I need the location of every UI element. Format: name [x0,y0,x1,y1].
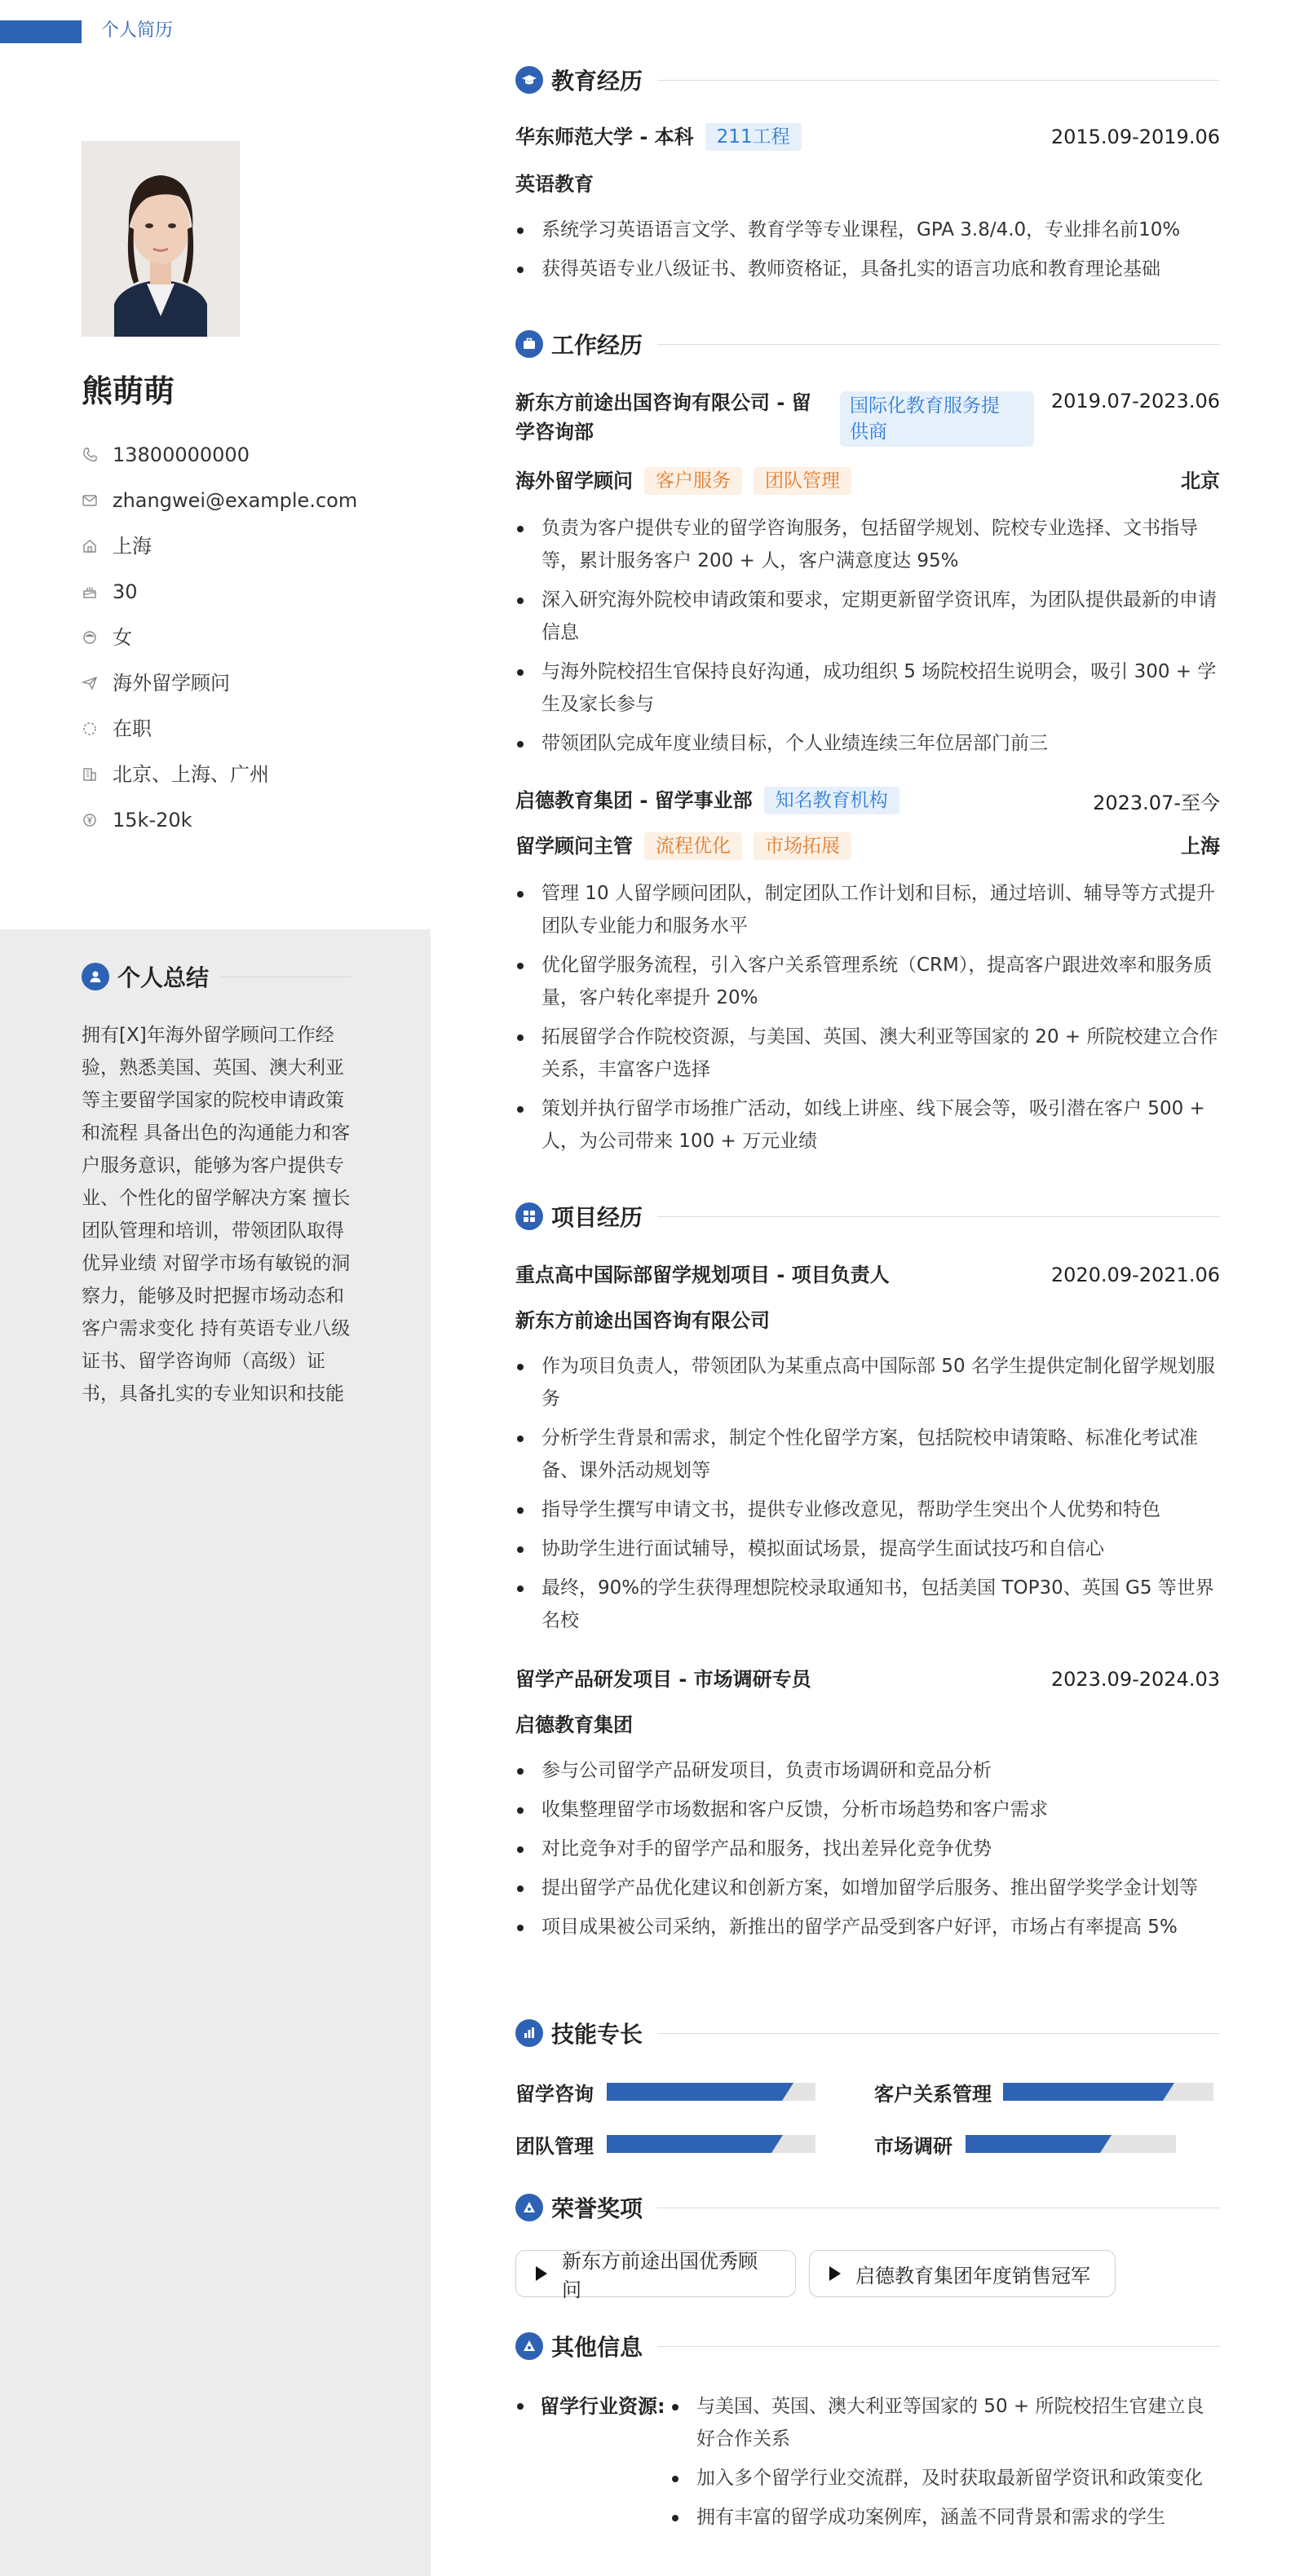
list-item: 获得英语专业八级证书、教师资格证，具备扎实的语言功底和教育理论基础 [515,253,1220,285]
mail-icon [82,492,98,509]
projects-title: 项目经历 [551,1204,643,1231]
skill-item-research [874,2128,1176,2160]
gender-icon [82,629,98,646]
project-2-name: 留学产品研发项目 - 市场调研专员 [515,1668,811,1691]
job-2-role-row [515,831,1220,861]
cake-icon [82,584,98,600]
project-1-bullets [515,1350,1220,1643]
job-2-bullets [515,877,1220,1164]
list-item: 协助学生进行面试辅导，模拟面试场景，提高学生面试技巧和自信心 [515,1533,1220,1565]
list-item: 与美国、英国、澳大利亚等国家的 50 + 所院校招生官建立良好合作关系 [670,2390,1220,2455]
list-item: 管理 10 人留学顾问团队，制定团队工作计划和目标，通过培训、辅导等方式提升团队专业能力和服务水平 [515,877,1220,942]
education-row [515,122,1220,152]
education-school: 华东师范大学 - 本科 [515,126,694,148]
project-2-header [515,1665,1220,1694]
skills-title: 技能专长 [551,2021,643,2048]
list-item: 收集整理留学市场数据和客户反馈，分析市场趋势和客户需求 [515,1793,1220,1826]
info-cities: 北京、上海、广州 [113,763,269,786]
play-icon [536,2266,547,2281]
project-2-org-row [515,1710,1220,1740]
info-icon [515,2332,543,2360]
list-item: 最终，90%的学生获得理想院校录取通知书，包括美国 TOP30、英国 G5 等世界名校 [515,1572,1220,1637]
list-item: 拓展留学合作院校资源，与美国、英国、澳大利亚等国家的 20 + 所院校建立合作关系，丰富客户选择 [515,1021,1220,1086]
skill-label: 市场调研 [874,2134,952,2158]
skill-bar [607,2083,815,2101]
job-1-period: 2019.07-2023.06 [1050,390,1220,412]
skill-item-consulting [515,2075,815,2108]
info-row-salary [82,797,424,843]
profile-name: 熊萌萌 [82,373,175,409]
other-label: 留学行业资源: [540,2395,665,2418]
education-title: 教育经历 [551,68,643,95]
list-item: 加入多个留学行业交流群，及时获取最新留学资讯和政策变化 [670,2462,1220,2494]
info-email: zhangwei@example.com [113,489,358,512]
skill-item-team [515,2128,815,2160]
briefcase-icon [515,330,543,358]
skill-bar [1003,2083,1213,2101]
list-item: 项目成果被公司采纳，新推出的留学产品受到客户好评，市场占有率提高 5% [515,1911,1220,1943]
education-period: 2015.09-2019.06 [1050,126,1220,148]
phone-icon [82,447,98,463]
job-2-period: 2023.07-至今 [1093,791,1220,814]
project-2-org: 启德教育集团 [515,1714,633,1736]
project-1-org-row [515,1306,1220,1335]
education-header [515,64,1220,96]
sidebar [0,0,431,2576]
skill-bar [607,2135,815,2153]
list-item: 与海外院校招生官保持良好沟通，成功组织 5 场院校招生说明会，吸引 300 + 学生及家长参与 [515,655,1220,721]
project-1-name: 重点高中国际部留学规划项目 - 项目负责人 [515,1264,890,1286]
info-status: 在职 [113,717,152,740]
list-item: 分析学生背景和需求，制定个性化留学方案，包括院校申请策略、标准化考试准备、课外活动规划等 [515,1422,1220,1487]
list-item: 带领团队完成年度业绩目标，个人业绩连续三年位居部门前三 [515,727,1220,760]
education-bullets [515,214,1220,292]
project-1-header [515,1260,1220,1290]
education-tag: 211工程 [705,123,802,151]
user-icon [82,963,109,990]
job-1-tag-b: 团队管理 [754,467,851,495]
job-1-tag-line2: 供商 [850,421,887,443]
job-1-tag-line1: 国际化教育服务提 [850,395,1000,417]
job-1-role: 海外留学顾问 [515,470,633,492]
list-item: 拥有丰富的留学成功案例库，涵盖不同背景和需求的学生 [670,2501,1220,2534]
awards-header [515,2191,1220,2224]
info-location: 上海 [113,535,152,558]
projects-header [515,1200,1220,1233]
info-gender: 女 [113,626,132,649]
list-item: 作为项目负责人，带领团队为某重点高中国际部 50 名学生提供定制化留学规划服务 [515,1350,1220,1415]
job-1-tag [840,391,1034,447]
job-2-tag-b: 市场拓展 [754,832,851,860]
skills-divider [657,2033,1220,2034]
list-item: 系统学习英语语言文学、教育学等专业课程，GPA 3.8/4.0，专业排名前10% [515,214,1220,246]
grid-icon [515,1202,543,1230]
info-row-status [82,706,424,752]
list-item: 负责为客户提供专业的留学咨询服务，包括留学规划、院校专业选择、文书指导等，累计服务客户 200 + 人，客户满意度达 95% [515,512,1220,577]
info-salary: 15k-20k [113,809,192,831]
play-icon [829,2266,841,2281]
project-2-period: 2023.09-2024.03 [1050,1668,1220,1691]
work-title: 工作经历 [551,332,643,359]
awards-title: 荣誉奖项 [551,2195,643,2222]
other-bullet-dot [517,2403,524,2410]
work-header [515,328,1220,360]
info-position: 海外留学顾问 [113,672,230,695]
list-item: 对比竞争对手的留学产品和服务，找出差异化竞争优势 [515,1833,1220,1865]
skill-fill [966,2135,1100,2153]
send-icon [82,675,98,691]
job-2-tag-a: 流程优化 [644,832,742,860]
projects-divider [657,1216,1220,1217]
bar-chart-icon [515,2019,543,2047]
other-divider [657,2346,1220,2347]
building-icon [82,766,98,783]
award-label: 启德教育集团年度销售冠军 [855,2264,1090,2287]
contact-info-list [82,432,424,843]
info-row-phone [82,432,424,478]
job-1-company-line2: 学咨询部 [515,421,594,443]
skill-item-crm [874,2075,1213,2108]
info-row-age [82,569,424,615]
job-2-company: 启德教育集团 - 留学事业部 [515,789,753,812]
job-1-tag-a: 客户服务 [644,467,742,495]
award-icon [515,2194,543,2221]
job-2-role: 留学顾问主管 [515,835,633,858]
job-2-tag: 知名教育机构 [764,787,899,814]
award-item [809,2250,1116,2297]
work-divider [657,344,1220,345]
education-major-row [515,170,1220,199]
status-icon [82,721,98,737]
skills-header [515,2017,1220,2049]
skill-fill [1003,2083,1163,2101]
list-item: 提出留学产品优化建议和创新方案，如增加留学后服务、推出留学奖学金计划等 [515,1872,1220,1904]
project-1-period: 2020.09-2021.06 [1050,1264,1220,1286]
skill-label: 客户关系管理 [874,2082,992,2106]
job-2-header [515,786,1220,815]
job-1-role-row [515,466,1220,496]
award-label: 新东方前途出国优秀顾问 [562,2250,758,2301]
job-1-city: 北京 [1181,470,1220,492]
skill-label: 团队管理 [515,2134,594,2158]
info-age: 30 [113,580,138,603]
graduation-cap-icon [515,66,543,94]
summary-text: 拥有[X]年海外留学顾问工作经验，熟悉美国、英国、澳大利亚等主要留学国家的院校申请政策和流程 具备出色的沟通能力和客户服务意识，能够为客户提供专业、个性化的留学解决方案 擅长团队管理和培训，带领团队取得优异业绩 对留学市场有敏锐的洞察力，能够及时把握市场动态和客户需求变化 持有英语专业八级证书、留学咨询师（高级）证书，具备扎实的专业知识和技能 [82,1025,351,1405]
resume-tag-bar [0,20,82,43]
award-item [515,2250,796,2301]
salary-icon [82,812,98,828]
job-1-header [515,388,1220,450]
info-row-gender [82,615,424,660]
list-item: 参与公司留学产品研发项目，负责市场调研和竞品分析 [515,1754,1220,1787]
job-2-city: 上海 [1181,835,1220,858]
resume-label: 个人简历 [101,20,174,41]
summary-header [82,960,351,993]
list-item: 深入研究海外院校申请政策和要求，定期更新留学资讯库，为团队提供最新的申请信息 [515,584,1220,649]
skill-fill [607,2135,771,2153]
skill-label: 留学咨询 [515,2082,594,2106]
home-icon [82,538,98,554]
skill-fill [607,2083,782,2101]
info-row-cities [82,752,424,797]
info-row-email [82,478,424,523]
other-bullets [670,2390,1220,2540]
info-row-location [82,523,424,569]
list-item: 策划并执行留学市场推广活动，如线上讲座、线下展会等，吸引潜在客户 500 + 人，为公司带来 100 + 万元业绩 [515,1092,1220,1158]
list-item: 指导学生撰写申请文书，提供专业修改意见，帮助学生突出个人优势和特色 [515,1493,1220,1526]
info-row-position [82,660,424,706]
project-2-bullets [515,1754,1220,1950]
education-major: 英语教育 [515,173,594,196]
job-1-company [515,388,833,447]
education-divider [657,80,1220,81]
list-item: 优化留学服务流程，引入客户关系管理系统（CRM），提高客户跟进效率和服务质量，客户转化率提升 20% [515,949,1220,1014]
summary-title: 个人总结 [117,964,210,991]
other-header [515,2330,1220,2362]
job-1-bullets [515,512,1220,766]
other-title: 其他信息 [551,2334,643,2361]
info-phone: 13800000000 [113,443,250,466]
profile-photo [82,141,240,337]
project-1-org: 新东方前途出国咨询有限公司 [515,1309,770,1332]
job-1-company-line1: 新东方前途出国咨询有限公司 - 留 [515,391,811,414]
skill-bar [966,2135,1176,2153]
